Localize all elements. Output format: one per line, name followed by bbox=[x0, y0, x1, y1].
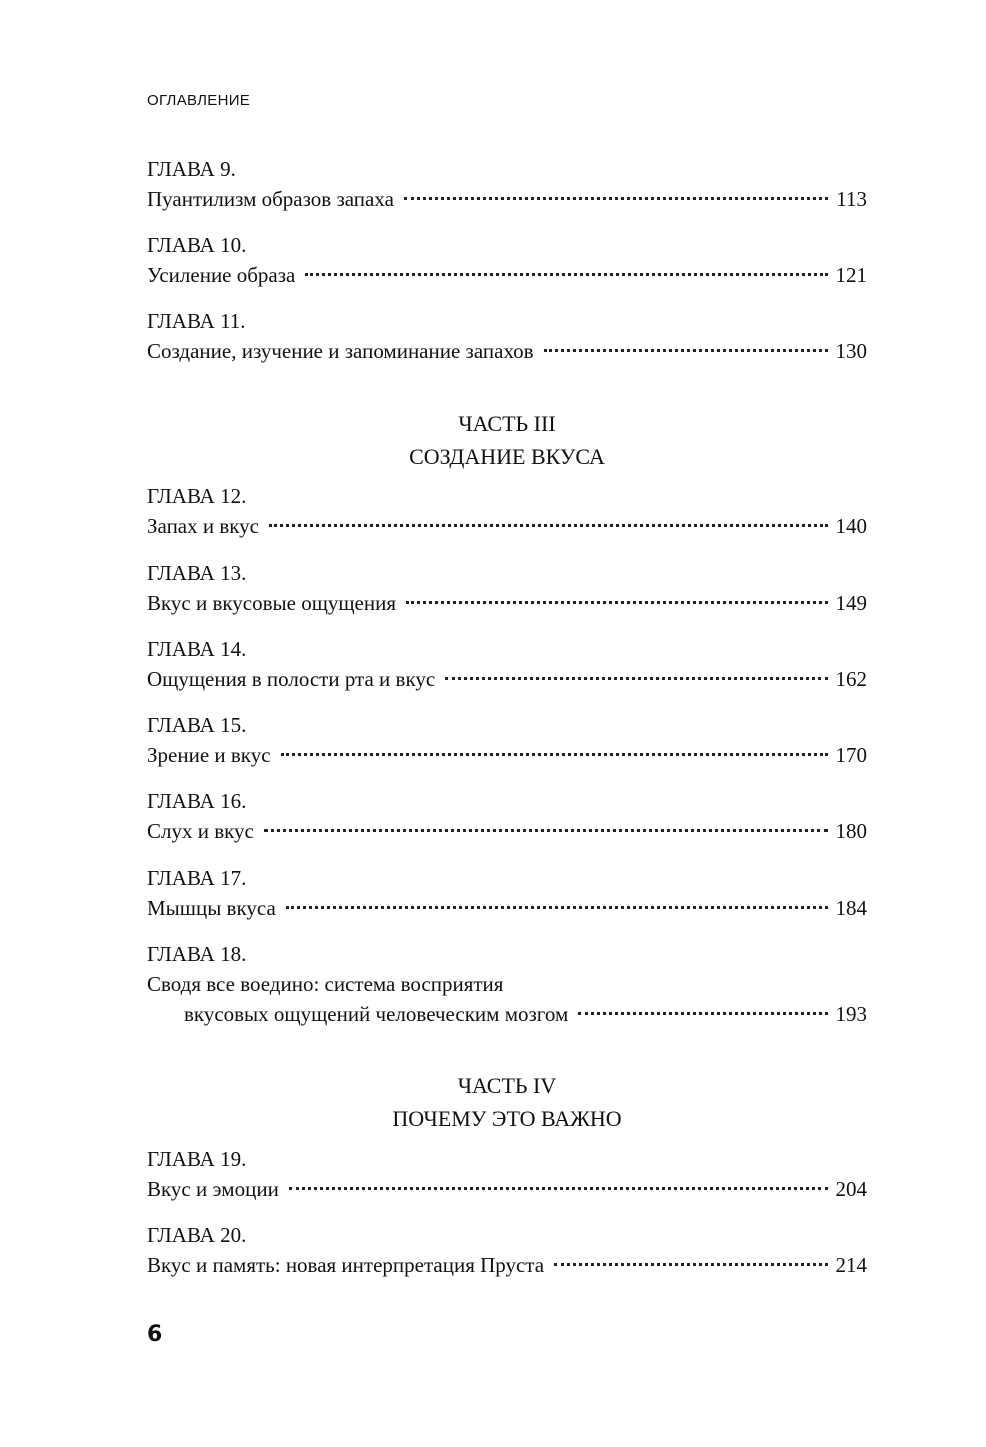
chapter-title: Создание, изучение и запоминание запахов bbox=[147, 339, 534, 363]
chapter-title: Усиление образа bbox=[147, 263, 296, 287]
page-number: 149 bbox=[835, 591, 867, 615]
chapter-title-continuation: вкусовых ощущений человеческим мозгом bbox=[184, 1002, 569, 1026]
page-number: 130 bbox=[835, 339, 867, 363]
page-number: 113 bbox=[836, 187, 867, 211]
chapter-label: ГЛАВА 13. bbox=[147, 561, 247, 585]
chapter-label: ГЛАВА 18. bbox=[147, 942, 247, 966]
toc-entry-line bbox=[147, 999, 867, 1029]
chapter-title: Мышцы вкуса bbox=[147, 896, 276, 920]
page-number: 140 bbox=[835, 514, 867, 538]
chapter-title: Вкус и эмоции bbox=[147, 1177, 279, 1201]
toc-entry-line bbox=[147, 816, 867, 846]
dot-leader bbox=[305, 273, 827, 276]
toc-entry-chapter-10[interactable] bbox=[147, 230, 867, 290]
chapter-title: Запах и вкус bbox=[147, 514, 260, 538]
dot-leader bbox=[264, 829, 828, 832]
running-head: ОГЛАВЛЕНИЕ bbox=[147, 92, 251, 109]
chapter-label: ГЛАВА 15. bbox=[147, 713, 247, 737]
toc-entry-line bbox=[147, 260, 867, 290]
toc-entry-chapter-9[interactable] bbox=[147, 154, 867, 214]
part-heading-3 bbox=[147, 407, 867, 473]
toc-entry-chapter-12[interactable] bbox=[147, 481, 867, 541]
dot-leader bbox=[281, 753, 828, 756]
part-title: СОЗДАНИЕ ВКУСА bbox=[409, 444, 605, 469]
toc-entry-line bbox=[147, 184, 867, 214]
dot-leader bbox=[445, 677, 827, 680]
toc-entry-chapter-13[interactable] bbox=[147, 558, 867, 618]
chapter-label: ГЛАВА 19. bbox=[147, 1147, 247, 1171]
part-number: ЧАСТЬ IV bbox=[457, 1073, 557, 1098]
toc-entry-chapter-11[interactable] bbox=[147, 306, 867, 366]
chapter-label: ГЛАВА 9. bbox=[147, 157, 236, 181]
dot-leader bbox=[269, 524, 827, 527]
chapter-label: ГЛАВА 16. bbox=[147, 789, 247, 813]
toc-entry-line bbox=[147, 1250, 867, 1280]
toc-entry-chapter-16[interactable] bbox=[147, 786, 867, 846]
part-heading-4 bbox=[147, 1069, 867, 1135]
toc-entry-chapter-14[interactable] bbox=[147, 634, 867, 694]
toc-entry-line bbox=[147, 740, 867, 770]
dot-leader bbox=[554, 1263, 827, 1266]
dot-leader bbox=[406, 601, 827, 604]
toc-entry-chapter-17[interactable] bbox=[147, 863, 867, 923]
toc-entry-line bbox=[147, 336, 867, 366]
toc-entry-chapter-18[interactable] bbox=[147, 939, 867, 1029]
toc-entry-chapter-20[interactable] bbox=[147, 1220, 867, 1280]
page-number: 193 bbox=[835, 1002, 867, 1026]
chapter-label: ГЛАВА 20. bbox=[147, 1223, 247, 1247]
page-number: 121 bbox=[835, 263, 867, 287]
toc-entry-line bbox=[147, 588, 867, 618]
dot-leader bbox=[289, 1187, 828, 1190]
toc-entry-line bbox=[147, 893, 867, 923]
chapter-title: Вкус и память: новая интерпретация Пруста bbox=[147, 1253, 545, 1277]
page-folio-number: 6 bbox=[147, 1322, 163, 1347]
chapter-title: Сводя все воедино: система восприятия bbox=[147, 972, 504, 996]
toc-entry-chapter-15[interactable] bbox=[147, 710, 867, 770]
dot-leader bbox=[404, 197, 828, 200]
chapter-label: ГЛАВА 14. bbox=[147, 637, 247, 661]
chapter-label: ГЛАВА 17. bbox=[147, 866, 247, 890]
part-number: ЧАСТЬ III bbox=[458, 411, 556, 436]
toc-entry-line bbox=[147, 664, 867, 694]
page-number: 180 bbox=[835, 819, 867, 843]
chapter-title: Вкус и вкусовые ощущения bbox=[147, 591, 397, 615]
chapter-label: ГЛАВА 12. bbox=[147, 484, 247, 508]
chapter-label: ГЛАВА 11. bbox=[147, 309, 246, 333]
dot-leader bbox=[544, 349, 828, 352]
chapter-title: Слух и вкус bbox=[147, 819, 254, 843]
chapter-title: Зрение и вкус bbox=[147, 743, 271, 767]
page-number: 214 bbox=[835, 1253, 867, 1277]
chapter-title: Ощущения в полости рта и вкус bbox=[147, 667, 436, 691]
chapter-title: Пуантилизм образов запаха bbox=[147, 187, 394, 211]
dot-leader bbox=[286, 906, 828, 909]
page-number: 204 bbox=[835, 1177, 867, 1201]
page-number: 184 bbox=[835, 896, 867, 920]
dot-leader bbox=[578, 1012, 827, 1015]
part-title: ПОЧЕМУ ЭТО ВАЖНО bbox=[392, 1106, 622, 1131]
toc-entry-chapter-19[interactable] bbox=[147, 1144, 867, 1204]
chapter-label: ГЛАВА 10. bbox=[147, 233, 247, 257]
toc-entry-line bbox=[147, 511, 867, 541]
page-number: 162 bbox=[835, 667, 867, 691]
toc-entry-line bbox=[147, 1174, 867, 1204]
page-number: 170 bbox=[835, 743, 867, 767]
